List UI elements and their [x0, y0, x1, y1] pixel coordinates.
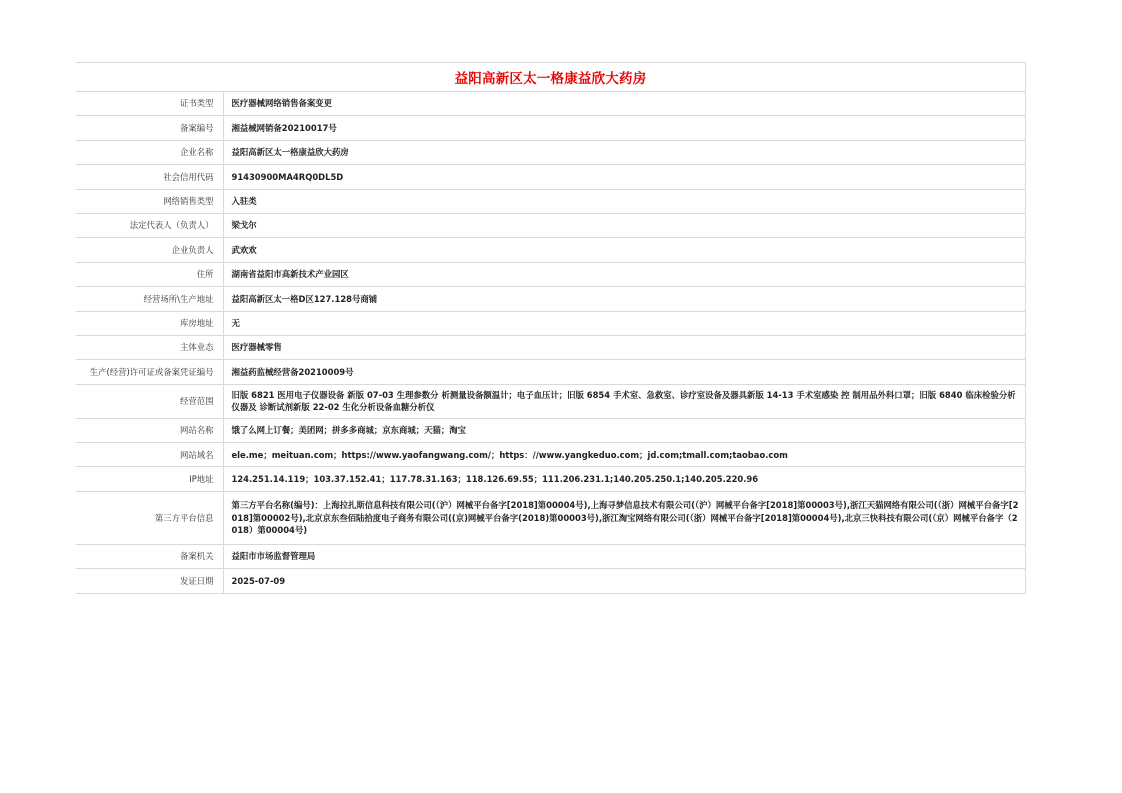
table-row [76, 213, 1026, 237]
field-label: 法定代表人（负责人） [76, 213, 223, 237]
field-value: 医疗器械零售 [223, 335, 1026, 359]
table-row [76, 311, 1026, 335]
table-row [76, 467, 1026, 491]
field-value: 第三方平台名称(编号)：上海拉扎斯信息科技有限公司(（沪）网械平台备字[2018]第00004号),上海寻梦信息技术有限公司(（沪）网械平台备字[2018]第00003号),浙江天猫网络有限公司(（浙）网械平台备字[2018]第00002号),北京京东叁佰陆拾度电子商务有限公司((京)网械平台备字(2018)第00003号),浙江淘宝网络有限公司(（浙）网械平台备字[2018]第00004号),北京三快科技有限公司(（京）网械平台备字（2018）第00004号) [223, 491, 1026, 544]
field-value: 湖南省益阳市高新技术产业园区 [223, 262, 1026, 286]
field-value: 旧版 6821 医用电子仪器设备 新版 07-03 生理参数分 析测量设备额温计；电子血压计；旧版 6854 手术室、急救室、诊疗室设备及器具新版 14-13 手术室感染 控 制用品外科口罩；旧版 6840 临床检验分析仪器及 诊断试剂新版 22-02 生化分析设备血糖分析仪 [223, 384, 1026, 418]
field-label: 企业负责人 [76, 238, 223, 262]
field-label: 企业名称 [76, 140, 223, 164]
field-value: ele.me；meituan.com；https://www.yaofangwang.com/；https：//www.yangkeduo.com；jd.com;tmall.com;taobao.com [223, 443, 1026, 467]
field-value: 91430900MA4RQ0DL5D [223, 165, 1026, 189]
table-row [76, 262, 1026, 286]
field-value: 梁戈尔 [223, 213, 1026, 237]
field-label: 主体业态 [76, 335, 223, 359]
field-label: 备案编号 [76, 116, 223, 140]
table-row [76, 165, 1026, 189]
field-value: 2025-07-09 [223, 569, 1026, 593]
table-row [76, 189, 1026, 213]
field-label: IP地址 [76, 467, 223, 491]
field-label: 网络销售类型 [76, 189, 223, 213]
field-label: 第三方平台信息 [76, 491, 223, 544]
page-title: 益阳高新区太一格康益欣大药房 [454, 71, 647, 87]
field-value: 益阳高新区太一格D区127.128号商铺 [223, 287, 1026, 311]
table-row [76, 443, 1026, 467]
field-label: 发证日期 [76, 569, 223, 593]
table-row [76, 491, 1026, 544]
table-row [76, 92, 1026, 116]
field-value: 益阳市市场监督管理局 [223, 544, 1026, 568]
table-row [76, 418, 1026, 442]
field-value: 益阳高新区太一格康益欣大药房 [223, 140, 1026, 164]
table-row [76, 335, 1026, 359]
table-row [76, 384, 1026, 418]
table-row [76, 116, 1026, 140]
field-label: 经营场所\生产地址 [76, 287, 223, 311]
field-label: 生产(经营)许可证或备案凭证编号 [76, 360, 223, 384]
certificate-sheet [76, 62, 1026, 594]
table-row [76, 238, 1026, 262]
field-value: 医疗器械网络销售备案变更 [223, 92, 1026, 116]
field-label: 网站域名 [76, 443, 223, 467]
info-table [76, 91, 1026, 594]
field-value: 入驻类 [223, 189, 1026, 213]
field-label: 网站名称 [76, 418, 223, 442]
field-label: 住所 [76, 262, 223, 286]
title-row [76, 62, 1026, 91]
field-value: 武欢欢 [223, 238, 1026, 262]
field-label: 库房地址 [76, 311, 223, 335]
field-value: 饿了么网上订餐；美团网；拼多多商城；京东商城；天猫；淘宝 [223, 418, 1026, 442]
table-row [76, 287, 1026, 311]
table-row [76, 569, 1026, 593]
field-label: 证书类型 [76, 92, 223, 116]
field-value: 无 [223, 311, 1026, 335]
table-row [76, 360, 1026, 384]
field-value: 124.251.14.119；103.37.152.41；117.78.31.163；118.126.69.55；111.206.231.1;140.205.250.1;140.205.220.96 [223, 467, 1026, 491]
field-label: 社会信用代码 [76, 165, 223, 189]
table-row [76, 140, 1026, 164]
field-label: 经营范围 [76, 384, 223, 418]
table-row [76, 544, 1026, 568]
field-value: 湘益械网销备20210017号 [223, 116, 1026, 140]
field-label: 备案机关 [76, 544, 223, 568]
field-value: 湘益药监械经营备20210009号 [223, 360, 1026, 384]
